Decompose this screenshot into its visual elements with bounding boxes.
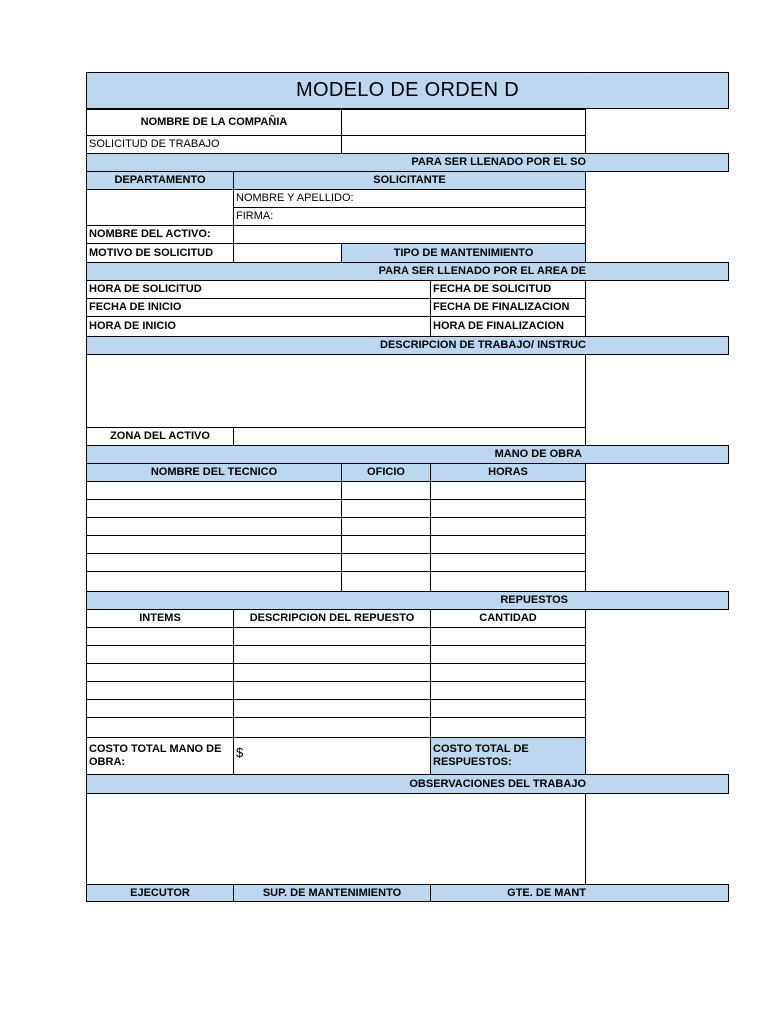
labor-row-6-technician[interactable]: [86, 571, 342, 592]
crop-mask-3: [587, 356, 729, 445]
parts-row-2-item[interactable]: [86, 645, 234, 664]
labor-row-6-trade[interactable]: [341, 571, 431, 592]
maintenance-type-label: TIPO DE MANTENIMIENTO: [341, 243, 586, 263]
crop-mask-blue-band-right: [729, 60, 768, 920]
parts-row-6-quantity[interactable]: [430, 717, 586, 738]
request-time-label: HORA DE SOLICITUD: [86, 280, 431, 299]
parts-column-items: INTEMS: [86, 609, 234, 628]
labor-row-5-hours[interactable]: [430, 553, 586, 572]
parts-row-5-description[interactable]: [233, 699, 431, 718]
crop-mask-1: [587, 173, 729, 262]
company-name-field[interactable]: [341, 109, 586, 136]
asset-zone-field[interactable]: [233, 427, 586, 446]
department-header: DEPARTAMENTO: [86, 171, 234, 190]
labor-row-1-technician[interactable]: [86, 481, 342, 500]
parts-row-3-quantity[interactable]: [430, 663, 586, 682]
parts-header: REPUESTOS: [86, 591, 729, 610]
reason-label: MOTIVO DE SOLICITUD: [86, 243, 234, 263]
labor-row-4-trade[interactable]: [341, 535, 431, 554]
labor-header: MANO DE OBRA: [86, 445, 729, 464]
parts-row-5-quantity[interactable]: [430, 699, 586, 718]
parts-row-2-description[interactable]: [233, 645, 431, 664]
requester-header: SOLICITANTE: [233, 171, 586, 190]
start-time-label: HORA DE INICIO: [86, 316, 431, 337]
end-date-label: FECHA DE FINALIZACION: [430, 298, 586, 317]
labor-row-2-trade[interactable]: [341, 499, 431, 518]
reason-field[interactable]: [233, 243, 342, 263]
observations-header: OBSERVACIONES DEL TRABAJO: [86, 774, 729, 794]
labor-row-4-hours[interactable]: [430, 535, 586, 554]
section-requester-header: PARA SER LLENADO POR EL SO: [86, 153, 729, 172]
parts-column-description: DESCRIPCION DEL REPUESTO: [233, 609, 431, 628]
request-date-label: FECHA DE SOLICITUD: [430, 280, 586, 299]
parts-row-3-item[interactable]: [86, 663, 234, 682]
parts-row-1-quantity[interactable]: [430, 627, 586, 646]
labor-row-3-trade[interactable]: [341, 517, 431, 536]
labor-row-5-technician[interactable]: [86, 553, 342, 572]
labor-row-2-hours[interactable]: [430, 499, 586, 518]
crop-mask-title-text: [587, 73, 588, 74]
parts-row-3-description[interactable]: [233, 663, 431, 682]
parts-row-6-description[interactable]: [233, 717, 431, 738]
parts-row-1-description[interactable]: [233, 627, 431, 646]
labor-row-1-trade[interactable]: [341, 481, 431, 500]
labor-column-technician: NOMBRE DEL TECNICO: [86, 463, 342, 482]
parts-row-4-description[interactable]: [233, 681, 431, 700]
labor-column-hours: HORAS: [430, 463, 586, 482]
signature-executor: EJECUTOR: [86, 884, 234, 902]
observations-field[interactable]: [86, 793, 586, 885]
parts-row-4-item[interactable]: [86, 681, 234, 700]
labor-row-6-hours[interactable]: [430, 571, 586, 592]
department-field[interactable]: [86, 189, 234, 226]
asset-zone-label: ZONA DEL ACTIVO: [86, 427, 234, 446]
labor-row-4-technician[interactable]: [86, 535, 342, 554]
signature-maintenance-supervisor: SUP. DE MANTENIMIENTO: [233, 884, 431, 902]
asset-name-label: NOMBRE DEL ACTIVO:: [86, 225, 234, 244]
work-request-label: SOLICITUD DE TRABAJO: [86, 135, 342, 154]
work-request-field[interactable]: [341, 135, 586, 154]
labor-row-2-technician[interactable]: [86, 499, 342, 518]
labor-row-3-technician[interactable]: [86, 517, 342, 536]
parts-row-6-item[interactable]: [86, 717, 234, 738]
labor-row-5-trade[interactable]: [341, 553, 431, 572]
labor-total-cost-label: COSTO TOTAL MANO DE OBRA:: [86, 737, 234, 775]
crop-mask-4: [587, 465, 729, 591]
signature-label: FIRMA:: [233, 207, 586, 226]
parts-column-quantity: CANTIDAD: [430, 609, 586, 628]
parts-total-cost-label: COSTO TOTAL DE RESPUESTOS:: [430, 737, 586, 775]
parts-row-5-item[interactable]: [86, 699, 234, 718]
description-field[interactable]: [86, 354, 586, 428]
end-time-label: HORA DE FINALIZACION: [430, 316, 586, 337]
crop-mask-6: [587, 795, 729, 884]
section-area-header: PARA SER LLENADO POR EL AREA DE: [86, 262, 729, 281]
labor-row-3-hours[interactable]: [430, 517, 586, 536]
description-header: DESCRIPCION DE TRABAJO/ INSTRUC: [86, 336, 729, 355]
labor-total-cost-field[interactable]: $: [233, 737, 431, 775]
asset-name-field[interactable]: [233, 225, 586, 244]
labor-row-1-hours[interactable]: [430, 481, 586, 500]
signature-maintenance-manager: GTE. DE MANT: [430, 884, 729, 902]
name-surname-label: NOMBRE Y APELLIDO:: [233, 189, 586, 208]
form-title: MODELO DE ORDEN D: [86, 72, 729, 109]
parts-row-4-quantity[interactable]: [430, 681, 586, 700]
company-name-label: NOMBRE DE LA COMPAÑIA: [86, 109, 342, 136]
start-date-label: FECHA DE INICIO: [86, 298, 431, 317]
parts-row-2-quantity[interactable]: [430, 645, 586, 664]
parts-row-1-item[interactable]: [86, 627, 234, 646]
crop-mask-2: [587, 282, 729, 336]
labor-column-trade: OFICIO: [341, 463, 431, 482]
crop-mask-5: [587, 611, 729, 774]
